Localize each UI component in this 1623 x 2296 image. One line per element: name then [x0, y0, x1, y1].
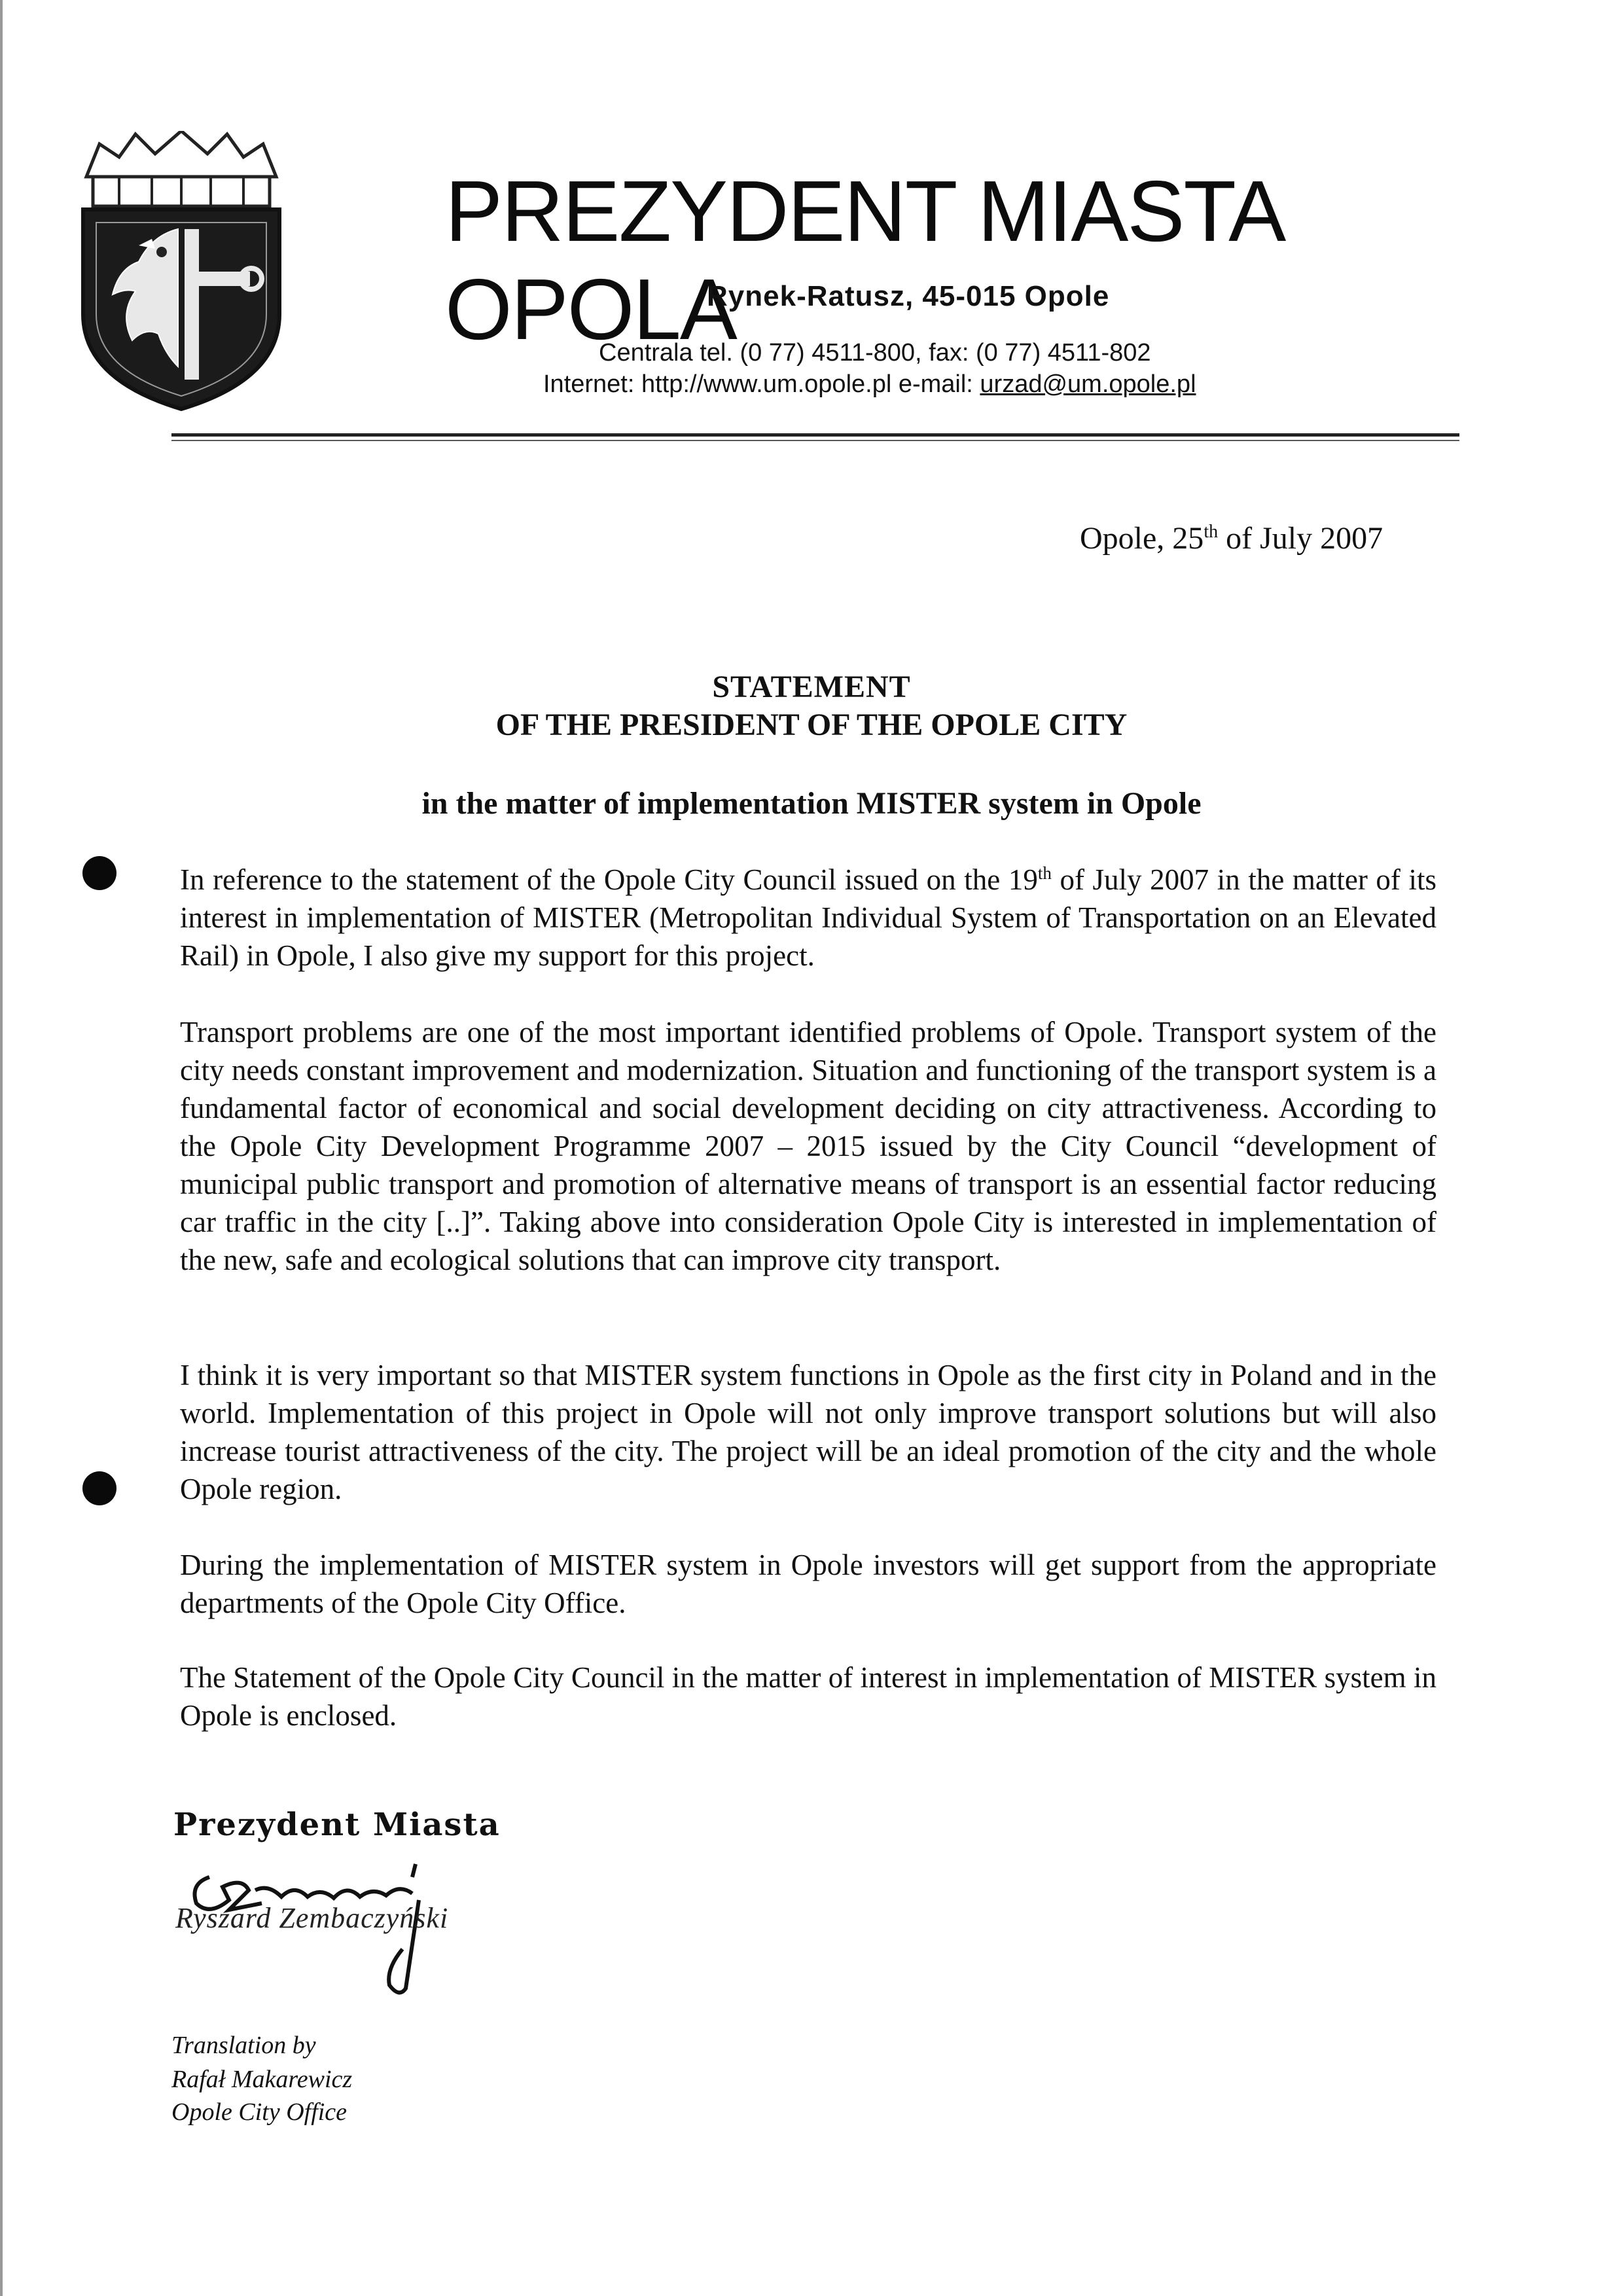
punch-hole — [82, 1471, 116, 1505]
signature-name-stamp: Ryszard Zembaczyński — [175, 1902, 449, 1934]
header-rule — [171, 433, 1459, 437]
letterhead-title: PREZYDENT MIASTA OPOLA — [445, 163, 1281, 357]
email-link[interactable]: urzad@um.opole.pl — [980, 370, 1196, 398]
translator-office: Opole City Office — [171, 2098, 348, 2126]
statement-subject: in the matter of implementation MISTER system in Opole — [421, 786, 1202, 821]
letterhead-contact-phone: Centrala tel. (0 77) 4511-800, fax: (0 77) 4511-802 — [599, 339, 1151, 367]
translator-name: Rafał Makarewicz — [171, 2066, 353, 2093]
punch-hole — [82, 856, 116, 890]
body-paragraph-3: I think it is very important so that MISTER system functions in Opole as the first city in Poland and in the world. Implementation of this project in Opole will not only improve transport solutions but will also increase tourist attractiveness of the city. The project will be an ideal promotion of the city and the whole Opole region. — [180, 1359, 1436, 1505]
body-paragraph-4: During the implementation of MISTER system in Opole investors will get support from the appropriate departments of the Opole City Office. — [180, 1549, 1436, 1619]
translation-note: Translation by — [171, 2032, 316, 2059]
scan-edge — [0, 0, 3, 2296]
body-paragraph-1: In reference to the statement of the Opole City Council issued on the 19th of July 2007 in the matter of its interest in implementation of MISTER (Metropolitan Individual System of Transportation on an Elevated Rail) in Opole, I also give my support for this project. — [180, 863, 1437, 972]
statement-heading: STATEMENT — [712, 670, 911, 704]
internet-label: Internet: http://www.um.opole.pl e-mail: — [543, 370, 980, 398]
body-paragraph-2: Transport problems are one of the most important identified problems of Opole. Transport system of the city needs constant improvement and modernization. Situation and functioning of the transport system is a fundamental factor of economical and social development deciding on city attractiveness. According to the Opole City Development Programme 2007 – 2015 issued by the City Council “development of municipal public transport and promotion of alternative means of transport is an essential factor reducing car traffic in the city [..]”. Taking above into consideration Opole City is interested in implementation of the new, safe and ecological solutions that can improve city transport. — [180, 1016, 1436, 1276]
letter-date: Opole, 25th of July 2007 — [1080, 521, 1383, 556]
signature-title-stamp: Prezydent Miasta — [173, 1806, 501, 1843]
header-rule-thin — [171, 440, 1459, 441]
letterhead-contact-web — [543, 370, 1196, 399]
statement-heading-sub: OF THE PRESIDENT OF THE OPOLE CITY — [495, 708, 1128, 742]
body-paragraph-5: The Statement of the Opole City Council in the matter of interest in implementation of MISTER system in Opole is enclosed. — [180, 1661, 1436, 1732]
opole-coat-of-arms-icon — [73, 131, 289, 412]
letterhead-address: Rynek-Ratusz, 45-015 Opole — [707, 280, 1110, 312]
